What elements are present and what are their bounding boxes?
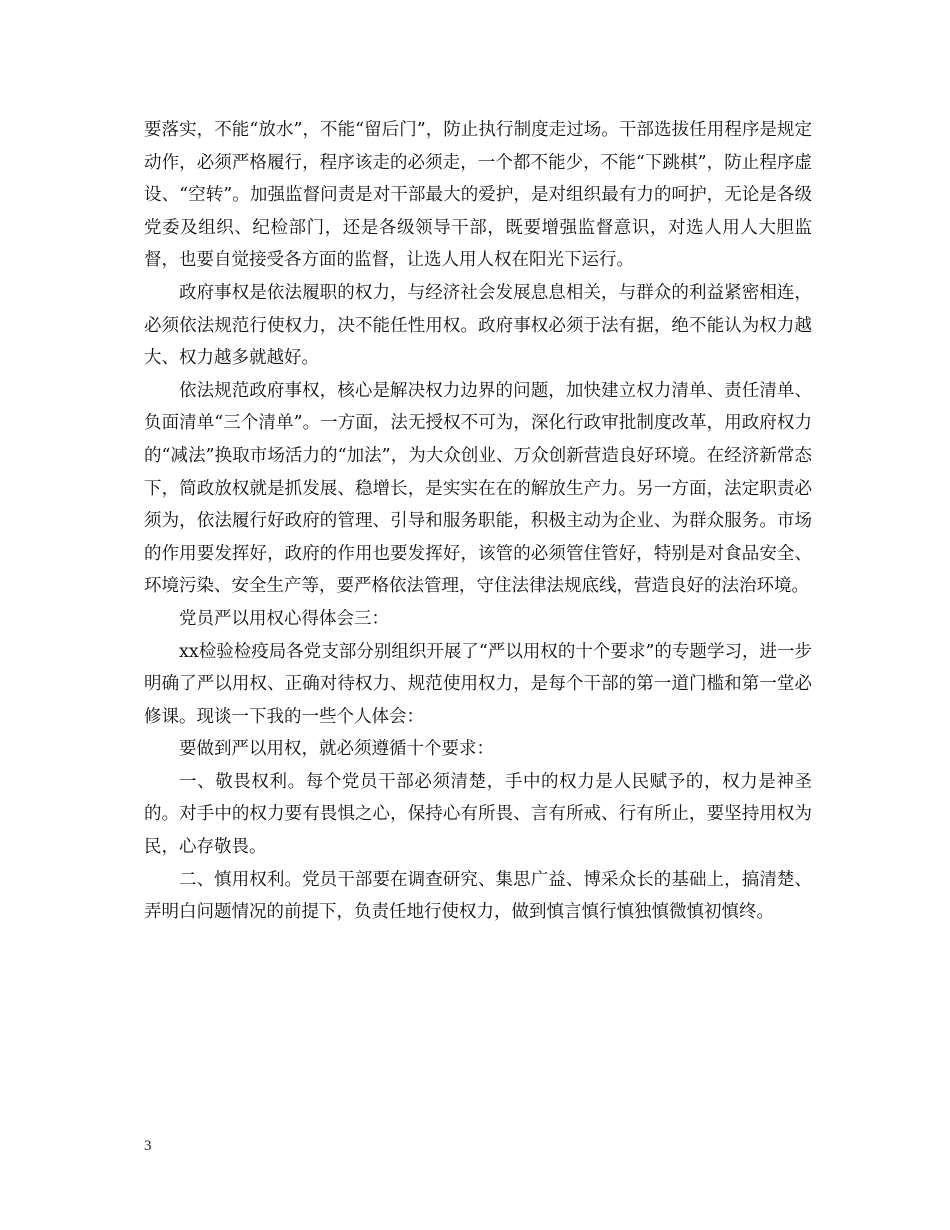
paragraph-continuation: 要落实，不能“放水”，不能“留后门”，防止执行制度走过场。干部选拔任用程序是规定动作，必须严格履行，程序该走的必须走，一个都不能少，不能“下跳棋”，防止程序虚设、“空转”。加强监督问责是对干部最大的爱护，是对组织最有力的呵护，无论是各级党委及组织、纪检部门，还是各级领导干部，既要增强监督意识，对选人用人大胆监督，也要自觉接受各方面的监督，让选人用人权在阳光下运行。 bbox=[144, 120, 812, 271]
section-heading: 党员严以用权心得体会三： bbox=[179, 608, 389, 629]
paragraph-ten-requirements: 要做到严以用权，就必须遵循十个要求： bbox=[179, 739, 494, 760]
page-number: 3 bbox=[144, 1138, 152, 1154]
paragraph-study-intro: xx检验检疫局各党支部分别组织开展了“严以用权的十个要求”的专题学习，进一步明确了严以用权、正确对待权力、规范使用权力，是每个干部的第一道门槛和第一堂必修课。现谈一下我的一些个人体会： bbox=[144, 641, 812, 727]
paragraph-government-power: 政府事权是依法履职的权力，与经济社会发展息息相关，与群众的利益紧密相连，必须依法规范行使权力，决不能任性用权。政府事权必须于法有据，绝不能认为权力越大、权力越多就越好。 bbox=[144, 282, 812, 369]
paragraph-regulate-power: 依法规范政府事权，核心是解决权力边界的问题，加快建立权力清单、责任清单、负面清单“三个清单”。一方面，法无授权不可为，深化行政审批制度改革，用政府权力的“减法”换取市场活力的“加法”，为大众创业、万众创新营造良好环境。在经济新常态下，简政放权就是抓发展、稳增长，是实实在在的解放生产力。另一方面，法定职责必须为，依法履行好政府的管理、引导和服务职能，积极主动为企业、为群众服务。市场的作用要发挥好，政府的作用也要发挥好，该管的必须管住管好，特别是对食品安全、环境污染、安全生产等，要严格依法管理，守住法律法规底线，营造良好的法治环境。 bbox=[144, 380, 812, 597]
document-body bbox=[144, 114, 812, 929]
paragraph-requirement-one: 一、敬畏权利。每个党员干部必须清楚，手中的权力是人民赋予的，权力是神圣的。对手中的权力要有畏惧之心，保持心有所畏、言有所戒、行有所止，要坚持用权为民，心存敬畏。 bbox=[144, 771, 812, 858]
paragraph-requirement-two: 二、慎用权利。党员干部要在调查研究、集思广益、博采众长的基础上，搞清楚、弄明白问题情况的前提下，负责任地行使权力，做到慎言慎行慎独慎微慎初慎终。 bbox=[144, 869, 812, 923]
